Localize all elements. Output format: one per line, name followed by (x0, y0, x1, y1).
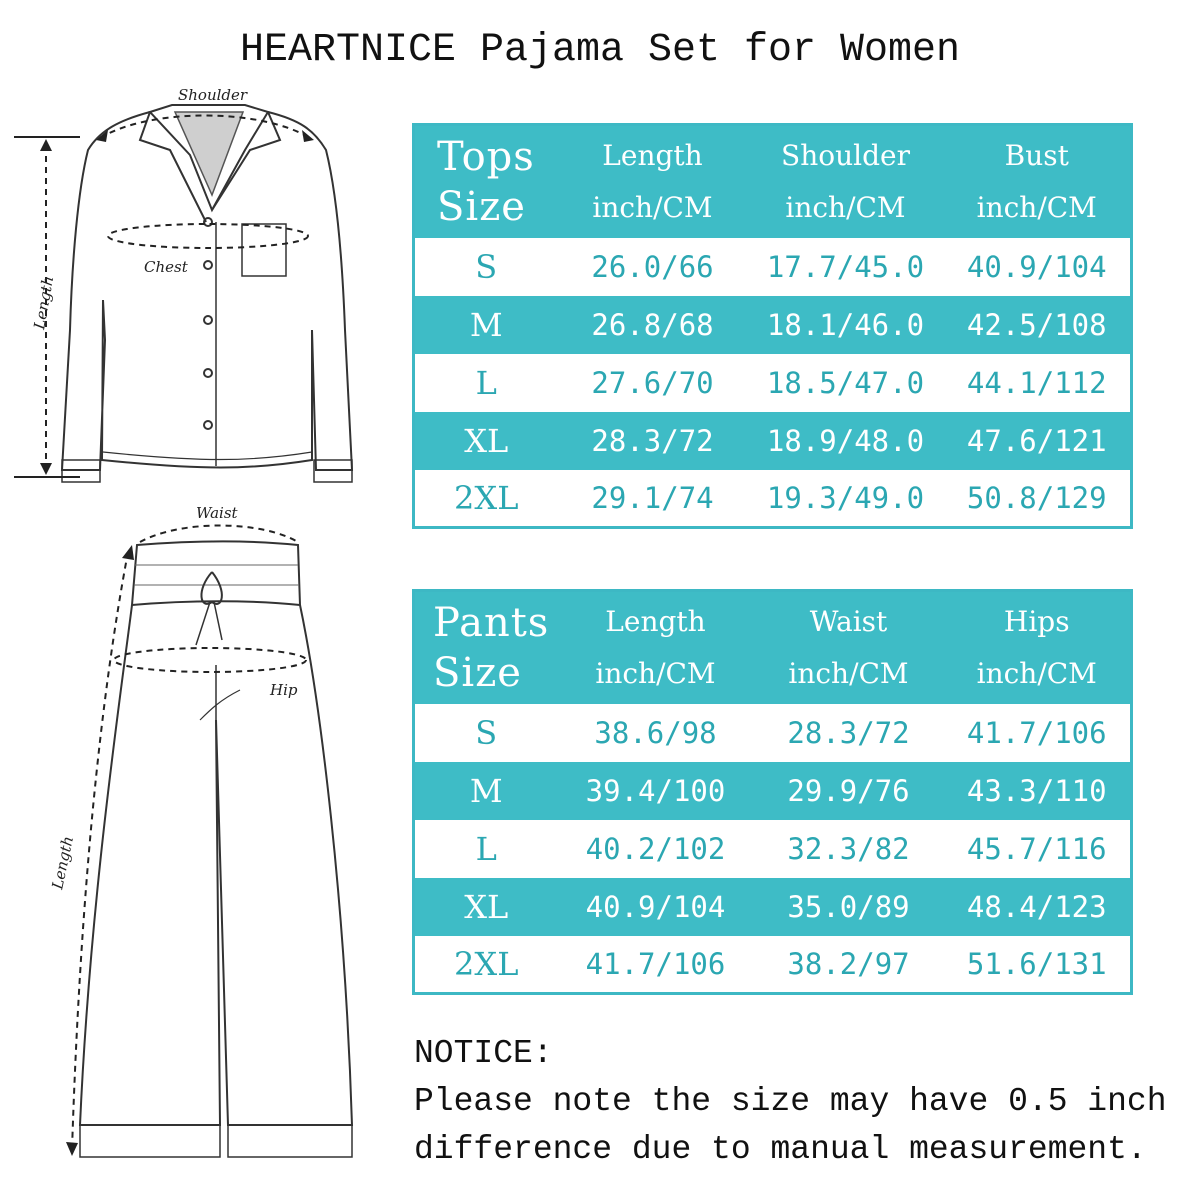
hips-cell: 48.4/123 (966, 889, 1107, 924)
size-cell: 2XL (454, 478, 519, 517)
table-row (414, 936, 1132, 994)
shirt-drawing (62, 105, 352, 482)
pants-size-table (412, 589, 1133, 995)
waist-cell: 38.2/97 (787, 946, 910, 981)
hip-measure-line (114, 648, 306, 672)
bust-cell: 44.1/112 (966, 365, 1107, 400)
shoulder-cell: 18.5/47.0 (766, 365, 925, 400)
pants-length-label: Length (48, 834, 78, 891)
top-length-label: Length (30, 274, 58, 331)
hips-cell: 41.7/106 (966, 715, 1107, 750)
hip-label: Hip (270, 681, 298, 699)
tops-shoulder-header: Shoulder inch/CM (781, 138, 910, 224)
table-row (414, 238, 1132, 296)
size-cell: M (469, 305, 503, 344)
size-cell: M (469, 771, 503, 810)
size-cell: L (475, 829, 497, 868)
pants-header-row (414, 591, 1132, 704)
tops-length-header: Length inch/CM (592, 138, 713, 224)
waist-label: Waist (196, 504, 238, 522)
page-title: HEARTNICE Pajama Set for Women (239, 28, 961, 73)
table-row (414, 704, 1132, 762)
size-cell: XL (464, 421, 509, 460)
shoulder-cell: 17.7/45.0 (766, 249, 925, 284)
size-cell: XL (464, 887, 509, 926)
bust-cell: 50.8/129 (966, 480, 1107, 515)
table-row (414, 470, 1132, 528)
pants-length-header: Length inch/CM (595, 604, 716, 690)
table-row (414, 412, 1132, 470)
shoulder-cell: 19.3/49.0 (766, 480, 925, 515)
tops-header-row (414, 125, 1132, 238)
length-cell: 39.4/100 (585, 773, 726, 808)
shoulder-cell: 18.9/48.0 (766, 423, 925, 458)
size-cell: S (475, 713, 498, 752)
pants-drawing (80, 541, 352, 1157)
bust-cell: 47.6/121 (966, 423, 1107, 458)
pajama-illustration (0, 80, 400, 1180)
waist-cell: 28.3/72 (787, 715, 910, 750)
tops-size-header: Tops Size (437, 133, 535, 230)
waist-cell: 29.9/76 (787, 773, 910, 808)
hips-cell: 45.7/116 (966, 831, 1107, 866)
notice-heading: NOTICE: (414, 1035, 553, 1072)
shoulder-cell: 18.1/46.0 (766, 307, 925, 342)
bust-cell: 42.5/108 (966, 307, 1107, 342)
tops-size-table (412, 123, 1133, 529)
table-row (414, 878, 1132, 936)
pants-hips-header: Hips inch/CM (976, 604, 1097, 690)
bust-cell: 40.9/104 (966, 249, 1107, 284)
waist-cell: 35.0/89 (787, 889, 910, 924)
notice-block (414, 1030, 1194, 1174)
pants-waist-header: Waist inch/CM (788, 604, 909, 690)
length-cell: 26.0/66 (591, 249, 714, 284)
size-cell: L (475, 363, 497, 402)
notice-line-2: difference due to manual measurement. (414, 1131, 1147, 1168)
table-row (414, 762, 1132, 820)
notice-line-1: Please note the size may have 0.5 inch (414, 1083, 1167, 1120)
length-cell: 28.3/72 (591, 423, 714, 458)
hips-cell: 43.3/110 (966, 773, 1107, 808)
length-cell: 41.7/106 (585, 946, 726, 981)
length-cell: 40.2/102 (585, 831, 726, 866)
chest-label: Chest (144, 258, 188, 276)
hips-cell: 51.6/131 (966, 946, 1107, 981)
waist-measure-line (140, 526, 298, 543)
length-cell: 29.1/74 (591, 480, 714, 515)
pants-size-header: Pants Size (433, 599, 550, 696)
length-cell: 26.8/68 (591, 307, 714, 342)
shoulder-label: Shoulder (178, 86, 248, 104)
length-cell: 27.6/70 (591, 365, 714, 400)
length-cell: 40.9/104 (585, 889, 726, 924)
size-cell: S (475, 247, 498, 286)
pants-length-measure (72, 552, 128, 1150)
tops-bust-header: Bust inch/CM (976, 138, 1097, 224)
chest-measure-line (108, 224, 308, 248)
size-cell: 2XL (454, 944, 519, 983)
length-cell: 38.6/98 (594, 715, 717, 750)
table-row (414, 820, 1132, 878)
table-row (414, 296, 1132, 354)
waist-cell: 32.3/82 (787, 831, 910, 866)
table-row (414, 354, 1132, 412)
